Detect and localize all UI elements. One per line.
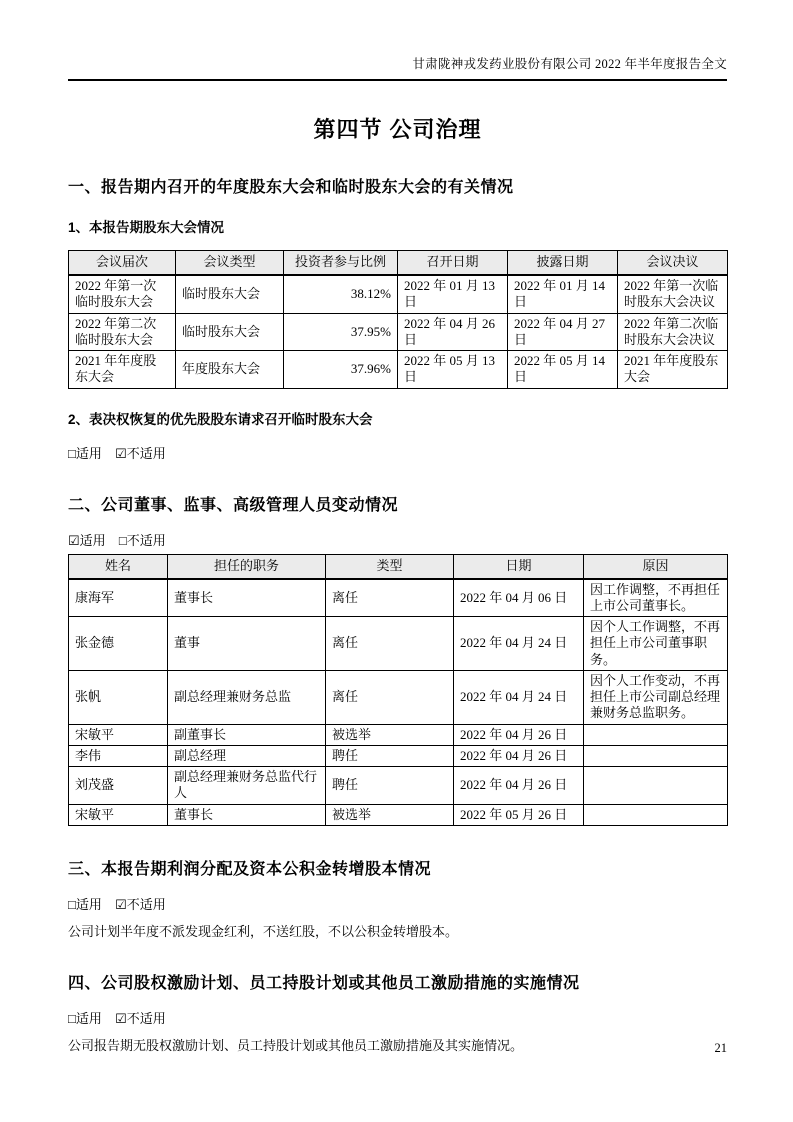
cell-change-type: 离任 — [326, 579, 454, 617]
checkbox-unchecked-icon: □ — [68, 445, 76, 461]
not-applicable-option — [115, 1011, 166, 1026]
applicable-label: 适用 — [75, 896, 102, 912]
cell-position: 董事 — [168, 617, 326, 671]
checkbox-checked-icon: ☑ — [115, 896, 127, 912]
applicable-option — [68, 533, 106, 548]
cell-disclosure-date: 2022 年 05 月 14 日 — [508, 351, 618, 389]
cell-resolution: 2022 年第二次临时股东大会决议 — [618, 313, 728, 351]
cell-disclosure-date: 2022 年 01 月 14 日 — [508, 275, 618, 313]
cell-name: 张帆 — [69, 670, 168, 724]
section-3-note: 公司计划半年度不派发现金红利，不送红股，不以公积金转增股本。 — [68, 923, 459, 939]
not-applicable-label: 不适用 — [126, 445, 166, 461]
not-applicable-option — [115, 897, 166, 912]
cell-reason — [584, 745, 728, 766]
checkbox-unchecked-icon: □ — [68, 1010, 76, 1026]
checkbox-unchecked-icon: □ — [118, 532, 127, 548]
not-applicable-option — [115, 446, 166, 461]
table-row — [69, 670, 728, 724]
checkbox-checked-icon: ☑ — [115, 445, 127, 461]
section-4-note: 公司报告期无股权激励计划、员工持股计划或其他员工激励措施及其实施情况。 — [68, 1037, 524, 1053]
cell-change-type: 聘任 — [326, 767, 454, 805]
applicable-label: 适用 — [79, 532, 106, 548]
section-4-heading: 四、公司股权激励计划、员工持股计划或其他员工激励措施的实施情况 — [68, 974, 580, 992]
cell-change-type: 被选举 — [326, 724, 454, 745]
cell-change-type: 离任 — [326, 670, 454, 724]
cell-participation-ratio: 37.96% — [284, 351, 398, 389]
cell-position: 董事长 — [168, 579, 326, 617]
cell-participation-ratio: 37.95% — [284, 313, 398, 351]
applicable-option — [68, 1011, 102, 1026]
not-applicable-label: 不适用 — [126, 896, 166, 912]
cell-change-type: 离任 — [326, 617, 454, 671]
table-row — [69, 804, 728, 825]
cell-name: 张金德 — [69, 617, 168, 671]
cell-reason: 因个人工作变动，不再担任上市公司副总经理兼财务总监职务。 — [584, 670, 728, 724]
cell-convening-date: 2022 年 01 月 13 日 — [398, 275, 508, 313]
column-header: 担任的职务 — [168, 554, 326, 579]
section-1-heading: 一、报告期内召开的年度股东大会和临时股东大会的有关情况 — [68, 179, 514, 196]
cell-name: 宋敏平 — [69, 724, 168, 745]
cell-reason: 因个人工作调整，不再担任上市公司董事职务。 — [584, 617, 728, 671]
applicability-row — [68, 894, 727, 913]
table-header-row — [69, 251, 728, 276]
cell-convening-date: 2022 年 04 月 26 日 — [398, 313, 508, 351]
column-header: 会议届次 — [69, 251, 176, 276]
cell-meeting-type: 临时股东大会 — [176, 313, 284, 351]
applicable-label: 适用 — [75, 1010, 102, 1026]
column-header: 日期 — [454, 554, 584, 579]
cell-reason: 因工作调整，不再担任上市公司董事长。 — [584, 579, 728, 617]
cell-date: 2022 年 05 月 26 日 — [454, 804, 584, 825]
table-row — [69, 313, 728, 351]
column-header: 投资者参与比例 — [284, 251, 398, 276]
column-header: 原因 — [584, 554, 728, 579]
table-row — [69, 579, 728, 617]
column-header: 披露日期 — [508, 251, 618, 276]
cell-resolution: 2021 年年度股东大会 — [618, 351, 728, 389]
cell-reason — [584, 767, 728, 805]
cell-change-type: 聘任 — [326, 745, 454, 766]
checkbox-checked-icon: ☑ — [115, 1010, 127, 1026]
cell-name: 李伟 — [69, 745, 168, 766]
cell-meeting-session: 2022 年第一次临时股东大会 — [69, 275, 176, 313]
cell-position: 副总经理 — [168, 745, 326, 766]
table-row — [69, 724, 728, 745]
cell-date: 2022 年 04 月 06 日 — [454, 579, 584, 617]
page-number: 21 — [714, 1041, 727, 1055]
cell-meeting-session: 2021 年年度股东大会 — [69, 351, 176, 389]
column-header: 会议决议 — [618, 251, 728, 276]
cell-reason — [584, 804, 728, 825]
section-3-heading: 三、本报告期利润分配及资本公积金转增股本情况 — [68, 860, 432, 878]
table-row — [69, 767, 728, 805]
table-row — [69, 275, 728, 313]
cell-position: 副总经理兼财务总监代行人 — [168, 767, 326, 805]
cell-date: 2022 年 04 月 24 日 — [454, 670, 584, 724]
column-header: 会议类型 — [176, 251, 284, 276]
table-row — [69, 745, 728, 766]
checkbox-unchecked-icon: □ — [68, 896, 76, 912]
meetings-table-header — [69, 251, 728, 276]
cell-date: 2022 年 04 月 26 日 — [454, 745, 584, 766]
column-header: 姓名 — [69, 554, 168, 579]
cell-position: 董事长 — [168, 804, 326, 825]
cell-name: 康海军 — [69, 579, 168, 617]
page-title: 第四节 公司治理 — [313, 117, 482, 142]
cell-disclosure-date: 2022 年 04 月 27 日 — [508, 313, 618, 351]
cell-meeting-type: 年度股东大会 — [176, 351, 284, 389]
running-header-text: 甘肃陇神戎发药业股份有限公司 2022 年半年度报告全文 — [412, 57, 727, 71]
applicability-row — [68, 530, 727, 549]
cell-position: 副总经理兼财务总监 — [168, 670, 326, 724]
cell-date: 2022 年 04 月 26 日 — [454, 724, 584, 745]
subsection-1-1-heading: 1、本报告期股东大会情况 — [68, 220, 225, 235]
cell-date: 2022 年 04 月 24 日 — [454, 617, 584, 671]
cell-name: 刘茂盛 — [69, 767, 168, 805]
cell-convening-date: 2022 年 05 月 13 日 — [398, 351, 508, 389]
meetings-table-body — [69, 275, 728, 388]
column-header: 类型 — [326, 554, 454, 579]
column-header: 召开日期 — [398, 251, 508, 276]
applicable-option — [68, 446, 102, 461]
checkbox-checked-icon: ☑ — [68, 532, 80, 548]
running-header — [68, 0, 727, 81]
cell-date: 2022 年 04 月 26 日 — [454, 767, 584, 805]
subsection-1-2-heading: 2、表决权恢复的优先股股东请求召开临时股东大会 — [68, 411, 373, 427]
not-applicable-option — [119, 533, 166, 548]
personnel-table-body — [69, 579, 728, 826]
cell-participation-ratio: 38.12% — [284, 275, 398, 313]
table-row — [69, 617, 728, 671]
applicable-option — [68, 897, 102, 912]
not-applicable-label: 不适用 — [126, 532, 166, 548]
applicability-row — [68, 1008, 727, 1027]
cell-name: 宋敏平 — [69, 804, 168, 825]
cell-meeting-session: 2022 年第二次临时股东大会 — [69, 313, 176, 351]
shareholder-meetings-table — [68, 250, 728, 389]
cell-position: 副董事长 — [168, 724, 326, 745]
table-row — [69, 351, 728, 389]
personnel-table-header — [69, 554, 728, 579]
cell-change-type: 被选举 — [326, 804, 454, 825]
personnel-changes-table — [68, 554, 728, 826]
applicable-label: 适用 — [75, 445, 102, 461]
section-2-heading: 二、公司董事、监事、高级管理人员变动情况 — [68, 496, 399, 514]
table-header-row — [69, 554, 728, 579]
cell-reason — [584, 724, 728, 745]
cell-resolution: 2022 年第一次临时股东大会决议 — [618, 275, 728, 313]
cell-meeting-type: 临时股东大会 — [176, 275, 284, 313]
not-applicable-label: 不适用 — [126, 1010, 166, 1026]
applicability-row — [68, 443, 727, 462]
